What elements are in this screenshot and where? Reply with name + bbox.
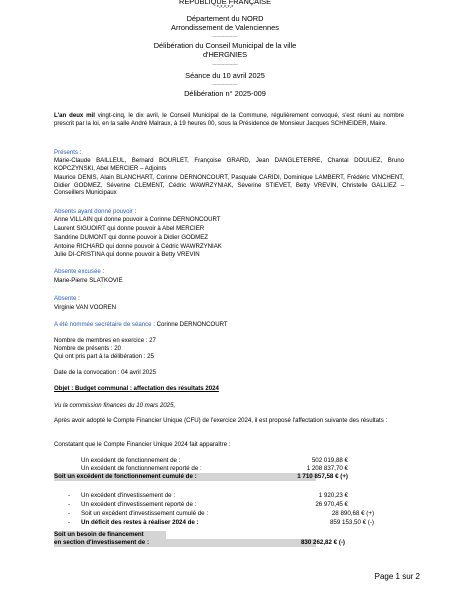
excusee-name: Marie-Pierre SLATKOVIE — [54, 277, 123, 284]
count-deliberation: Qui ont pris part à la délibération : 25 — [54, 353, 154, 360]
presents-adjoints: Marie-Claude BAILLEUL, Bernard BOURLET, Françoise GRARD, Jean DANGLETERRE, Chantal DOULIEZ, Bruno KOPCZYNSKI, Abel MERCIER – Adjoints — [54, 157, 404, 172]
excusee-heading: Absente excusée : — [54, 268, 105, 275]
secretaire-line: A été nommée secrétaire de séance : Corinne DERNONCOURT — [54, 321, 228, 328]
count-exercice: Nombre de membres en exercice : 27 — [54, 337, 156, 344]
pouvoir-item: Laurent SIGUOIRT qui donne pouvoir à Abel MERCIER — [54, 225, 205, 232]
row-value: 1 208 837,70 € — [306, 465, 348, 472]
row-value: 28 890,68 € (+) — [331, 510, 374, 517]
department: Département du NORD — [186, 14, 264, 23]
deliberation-title-line1: Délibération du Conseil Municipal de la ville — [153, 41, 297, 50]
constatant-line: Constatant que le Compte Financier Unique 2024 fait apparaître : — [54, 441, 231, 448]
convocation-date: Date de la convocation : 04 avril 2025 — [54, 369, 156, 376]
page-number: Page 1 sur 2 — [374, 572, 420, 581]
row-label: Un excédent de fonctionnement de : — [81, 457, 181, 464]
vu-commission: Vu la commission finances du 10 mars 2025, — [54, 402, 176, 409]
seance-date: Séance du 10 avril 2025 — [185, 71, 265, 80]
separator: ------------------- — [212, 81, 238, 86]
fonctionnement-row — [54, 457, 424, 465]
presents-heading: Présents : — [54, 149, 82, 156]
investissement-row: - Un excédent d'investissement reporté de : 26 970,45 € — [68, 501, 348, 508]
deliberation-title-line2: d'HERGNIES — [202, 50, 248, 59]
row-value: 859 153,50 € (-) — [329, 519, 374, 526]
presents-conseillers: Maurice DENIS, Alain BLANCHART, Corinne DERNONCOURT, Pasquale CARIDI, Dominique LAMBERT, Frédéric VINCHENT, Didier GODMEZ, Séverine CLEMENT, Cédric WAWRZYNIAK, Séverine STIEVET, Betty VREVIN, Christelle GALLIEZ – Conseillers Municipaux — [54, 174, 404, 197]
row-label: en section d'investissement de : — [54, 539, 149, 546]
republic-title: REPUBLIQUE FRANÇAISE — [179, 0, 271, 6]
objet-title: Objet : Budget communal : affectation des résultats 2024 — [54, 385, 219, 392]
pouvoir-item: Anne VILLAIN qui donne pouvoir à Corinne DERNONCOURT — [54, 216, 221, 223]
pouvoir-item: Julie DI-CRISTINA qui donne pouvoir à Betty VREVIN — [54, 251, 200, 258]
absente-heading: Absente : — [54, 295, 80, 302]
row-value: 502 019,88 € — [311, 457, 348, 464]
pouvoir-item: Sandrine DUMONT qui donne pouvoir à Didier GODMEZ — [54, 234, 208, 241]
deliberation-number: Délibération n° 2025-009 — [184, 89, 266, 98]
investissement-row: - Soit un excédent d'investissement cumulé de : 28 890,68 € (+) — [68, 510, 374, 517]
fonctionnement-row — [54, 465, 424, 473]
count-presents: Nombre de présents : 20 — [54, 345, 122, 352]
header-stars: *-*-*-*-* — [216, 5, 234, 11]
row-label: Un excédent d'investissement de : — [81, 492, 176, 499]
intro-text: vingt-cinq, le dix avril, le Conseil Municipal de la Commune, régulièrement convoqué, s'est réuni au nombre prescrit par la loi, en la salle André Malraux, à 19 heures 00, sous la Présidence de Monsieur Jacques SCHNEIDER, Maire. — [54, 112, 404, 127]
investissement-row: - Un excédent d'investissement de : 1 920,23 € — [68, 492, 348, 499]
row-label: Un déficit des restes à réaliser 2024 de : — [81, 519, 199, 526]
fonctionnement-total-row — [54, 473, 348, 481]
separator: ------------------- — [212, 33, 238, 38]
apres-paragraph: Après avoir adopté le Compte Financier Unique (CFU) de l'exercice 2024, il est proposé l'affectation suivante des résultats : — [54, 417, 388, 424]
intro-lead: L'an deux mil — [54, 112, 95, 119]
pouvoirs-heading: Absents ayant donné pouvoir : — [54, 208, 137, 215]
arrondissement: Arrondissement de Valenciennes — [171, 23, 279, 32]
row-label: Un excédent de fonctionnement reporté de : — [81, 465, 202, 472]
investissement-row: - Un déficit des restes à réaliser 2024 de : 859 153,50 € (-) — [68, 519, 374, 526]
row-label: Soit un excédent de fonctionnement cumulé de : — [54, 473, 197, 480]
row-value: 830 262,82 € (-) — [300, 539, 345, 546]
absente-name: Virginie VAN VOOREN — [54, 304, 117, 311]
besoin-total-row — [54, 539, 345, 547]
pouvoir-item: Antoine RICHARD qui donne pouvoir à Cédric WAWRZYNIAK — [54, 243, 222, 250]
row-value: 26 970,45 € — [315, 501, 348, 508]
intro-paragraph — [54, 112, 404, 127]
row-label: Soit un excédent d'investissement cumulé de : — [81, 510, 209, 517]
separator: ------------------- — [212, 61, 238, 66]
row-value: 1 710 857,58 € (+) — [297, 473, 348, 480]
besoin-label-line1: Soit un besoin de financement — [54, 531, 166, 539]
row-value: 1 920,23 € — [318, 492, 348, 499]
row-label: Un excédent d'investissement reporté de : — [81, 501, 197, 508]
